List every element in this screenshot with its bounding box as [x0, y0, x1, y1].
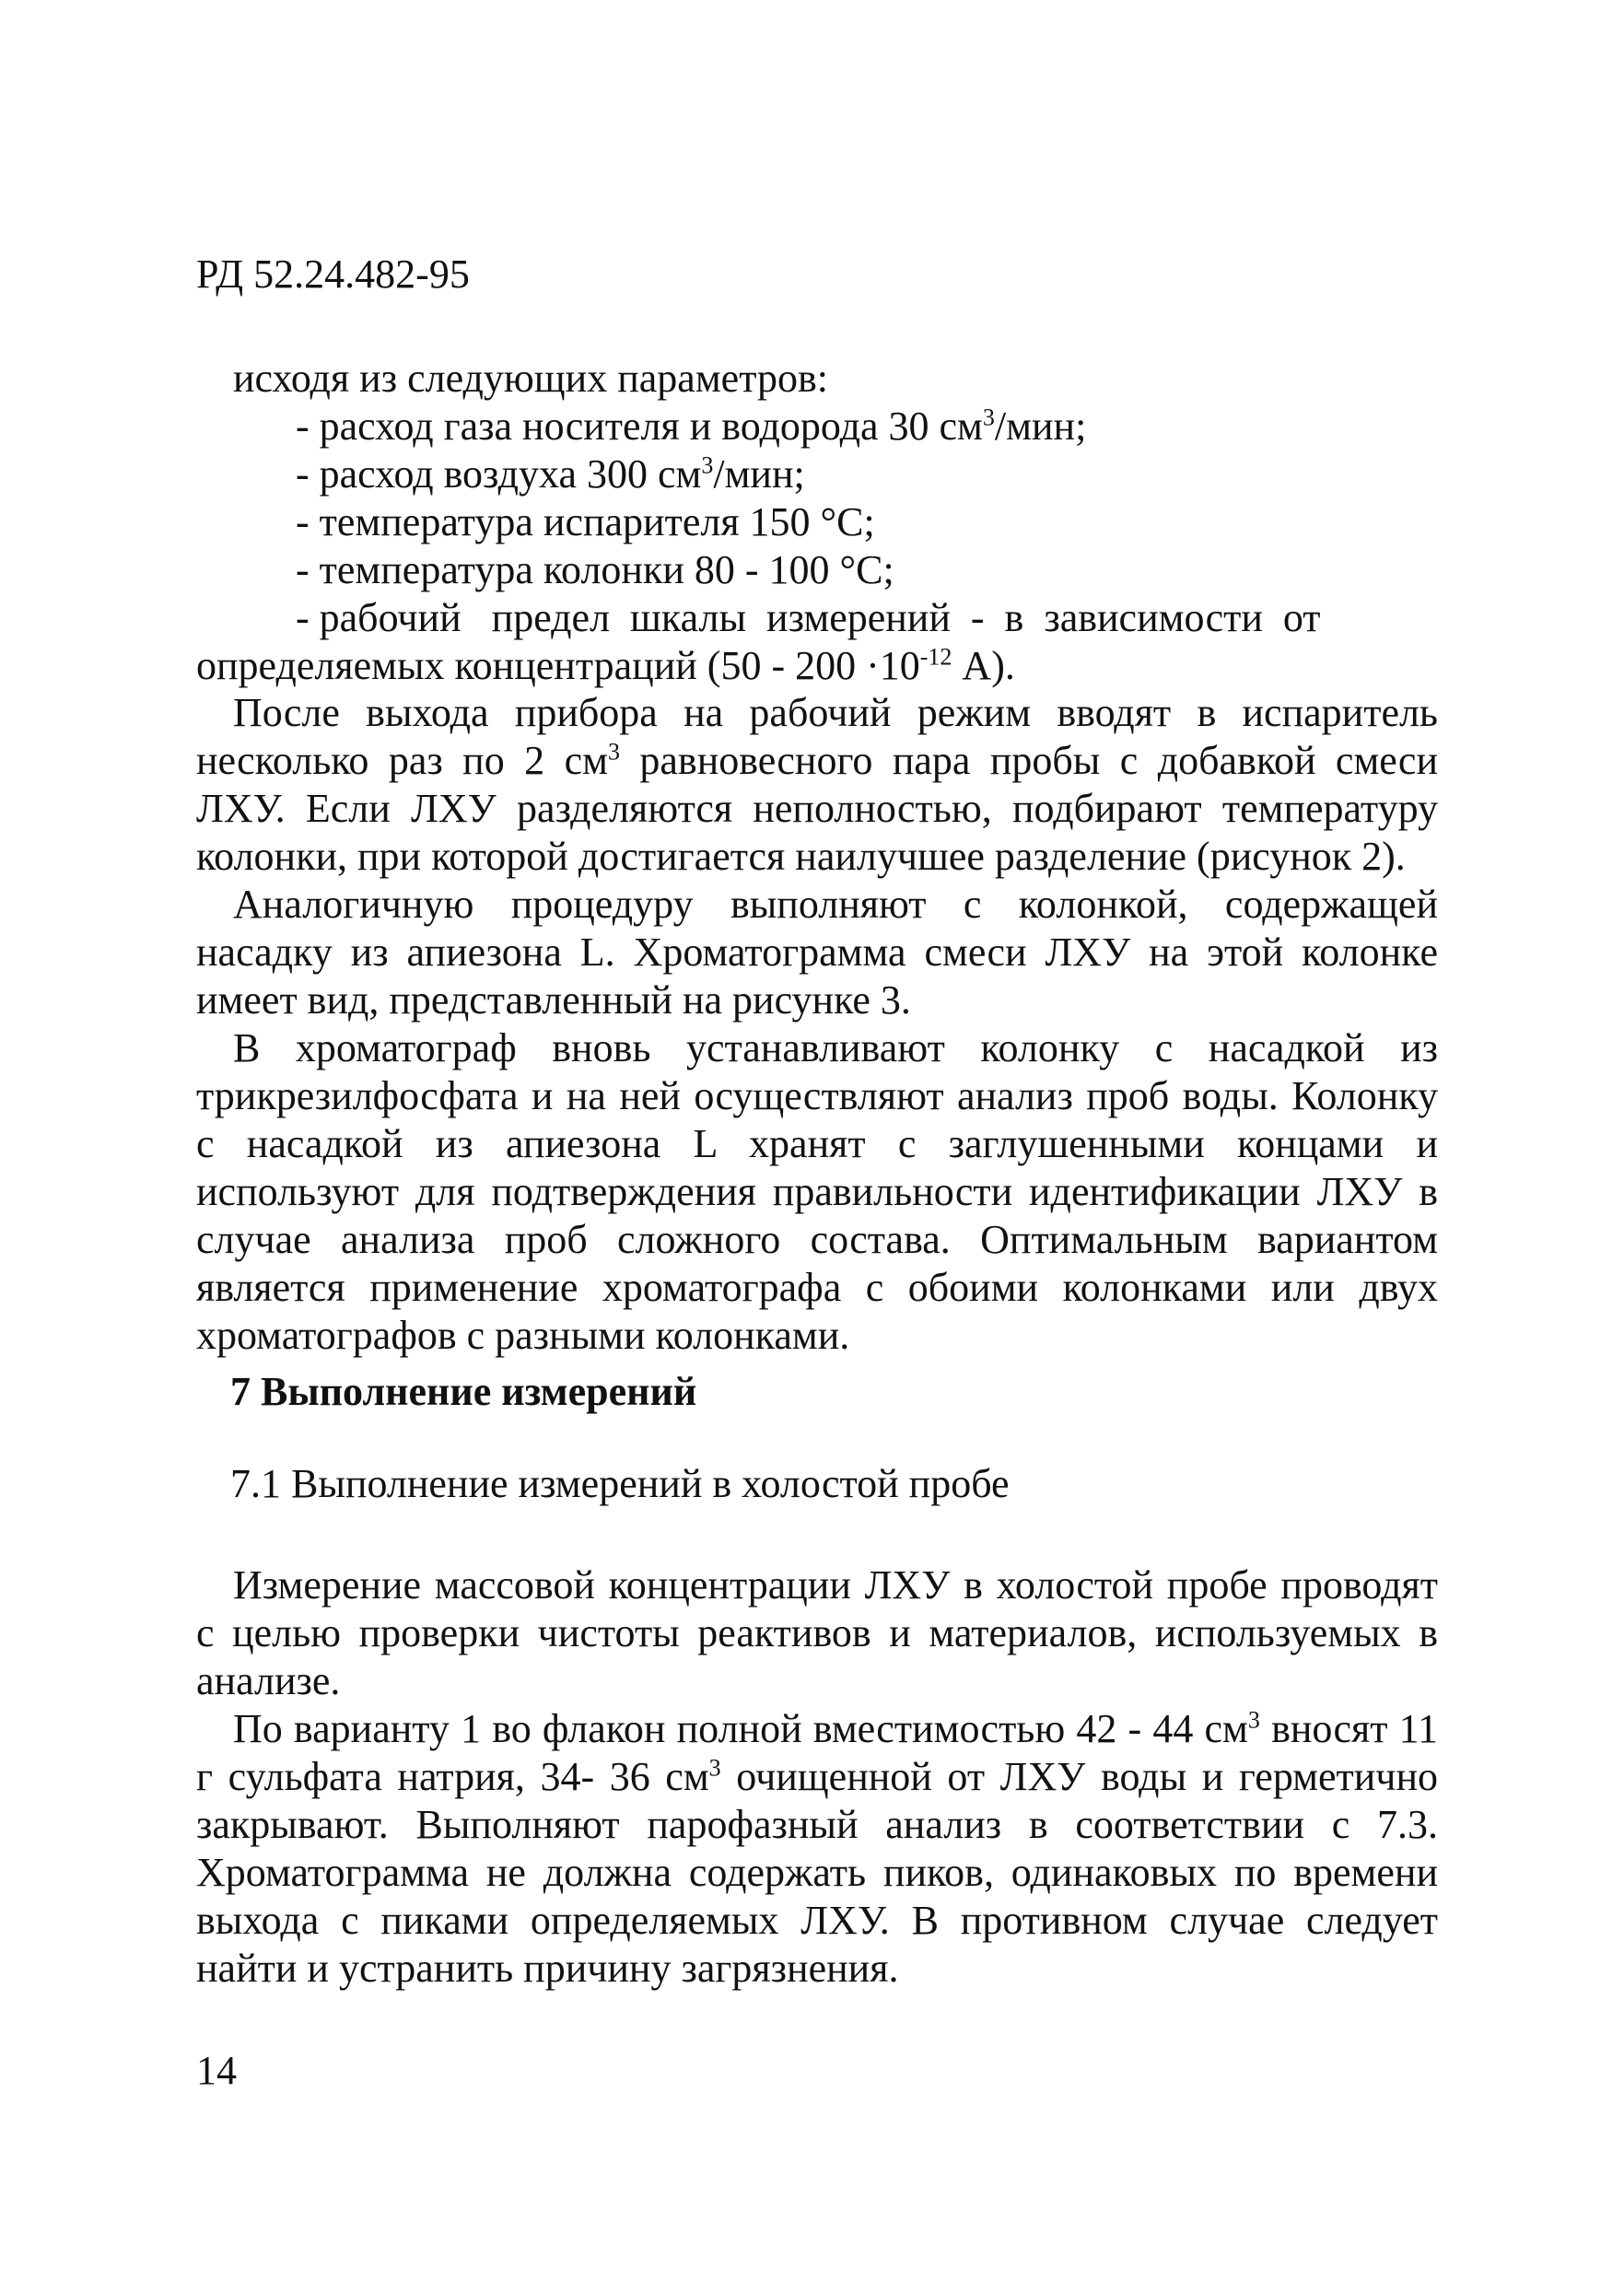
paragraph-apiezon: Аналогичную процедуру выполняют с колонкой, содержащей насадку из апиезона L. Хроматограмма смеси ЛХУ на этой колонке имеет вид, представленный на рисунке 3.: [196, 882, 1438, 1023]
param-scale-line1: - рабочий предел шкалы измерений - в зависимости от: [296, 595, 1321, 640]
paragraph-setup-end: равновесного пара пробы с добавкой смеси ЛХУ. Если ЛХУ разделяются неполностью, подбирают температуру колонки, при которой достигается наилучшее разделение (рисунок 2).: [196, 738, 1439, 879]
paragraph-blank-middle: вносят 11 г сульфата натрия, 34- 36 см: [196, 1706, 1439, 1799]
paragraph-blank-purpose: Измерение массовой концентрации ЛХУ в холостой пробе проводят с целью проверки чистоты реактивов и материалов, используемых в анализе.: [196, 1562, 1438, 1703]
paragraph-analysis: В хроматограф вновь устанавливают колонку с насадкой из трикрезилфосфата и на ней осуществляют анализ проб воды. Колонку с насадкой из апиезона L хранят с заглушенными концами и используют для подтверждения правильности идентификации ЛХУ в случае анализа проб сложного состава. Оптимальным вариантом является применение хроматографа с обоими колонками или двух хроматографов с разными колонками.: [196, 1025, 1438, 1358]
paragraph-blank-end: очищенной от ЛХУ воды и герметично закрывают. Выполняют парофазный анализ в соответствии с 7.3. Хроматограмма не должна содержать пиков, одинаковых по времени выхода с пиками определяемых ЛХУ. В противном случае следует найти и устранить причину загрязнения.: [196, 1754, 1438, 1991]
param-scale-unit: А).: [952, 643, 1015, 688]
blank-sample-text: [196, 1561, 1438, 1993]
param-column-temp: - температура колонки 80 - 100 °С;: [296, 547, 894, 592]
paragraph-blank-exponent-1: 3: [1247, 1706, 1260, 1734]
param-scale-line2: [196, 642, 1438, 690]
param-evaporator-temp: - температура испарителя 150 °С;: [296, 499, 875, 544]
param-gas-flow: [196, 403, 1438, 450]
param-gas-flow-text: - расход газа носителя и водорода 30 см: [296, 403, 983, 449]
param-air-flow: [196, 450, 1438, 498]
param-scale-exponent: -12: [919, 643, 952, 671]
parameters-list: [196, 355, 1438, 690]
subsection-heading: 7.1 Выполнение измерений в холостой пробе: [230, 1461, 1010, 1506]
section-heading: 7 Выполнение измерений: [230, 1369, 697, 1414]
param-gas-flow-exponent: 3: [982, 403, 995, 431]
param-scale-text: определяемых концентраций (50 - 200 ·10: [196, 643, 920, 688]
paragraph-blank-procedure: [196, 1705, 1438, 1993]
param-gas-flow-unit: /мин;: [994, 403, 1087, 449]
parameters-intro: исходя из следующих параметров:: [233, 356, 828, 401]
procedure-paragraphs: [196, 689, 1438, 1360]
param-air-flow-exponent: 3: [701, 451, 714, 479]
paragraph-setup-exponent: 3: [607, 738, 620, 766]
document-code: РД 52.24.482-95: [196, 251, 470, 297]
paragraph-blank-start: По варианту 1 во флакон полной вместимостью 42 - 44 см: [233, 1706, 1248, 1751]
paragraph-setup: [196, 689, 1438, 881]
page-number: 14: [196, 2048, 237, 2093]
param-air-flow-unit: /мин;: [713, 451, 805, 497]
paragraph-blank-exponent-2: 3: [708, 1754, 721, 1782]
paragraph-setup-start: После выхода прибора на рабочий режим вводят в испаритель несколько раз по 2 см: [196, 690, 1438, 783]
param-air-flow-text: - расход воздуха 300 см: [296, 451, 702, 497]
